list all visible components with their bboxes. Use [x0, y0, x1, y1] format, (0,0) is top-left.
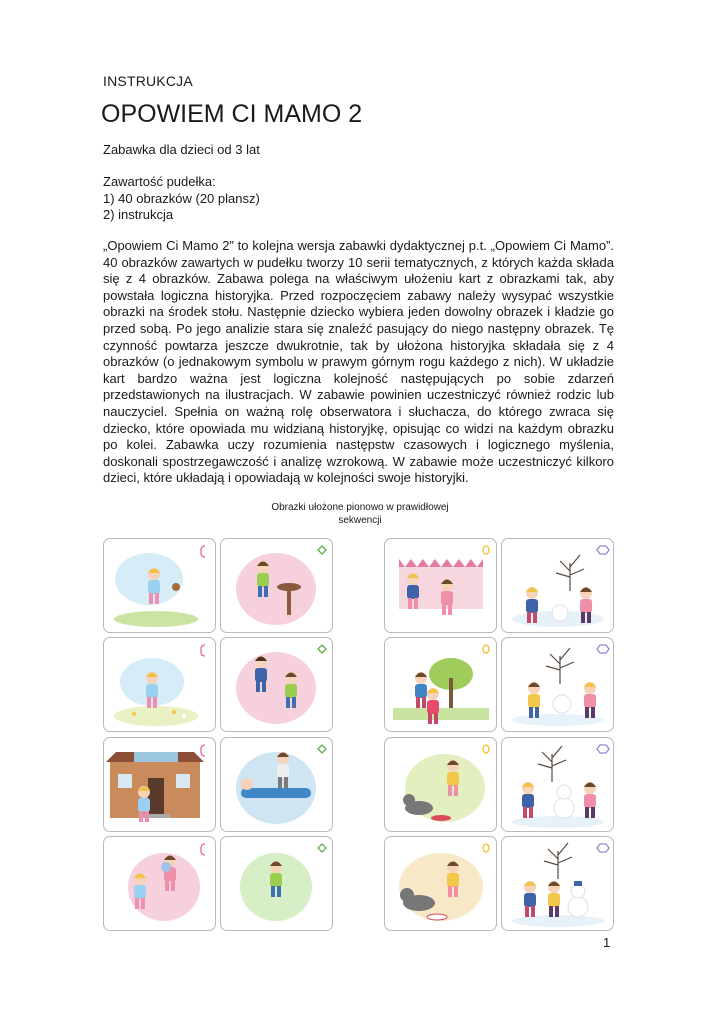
circle-icon: [483, 546, 489, 554]
picture-card-kids-finished-snowman: [501, 836, 614, 931]
picture-card-boy-hitting-table: [220, 538, 333, 633]
hexagon-icon: [597, 546, 609, 554]
card-illustration: [385, 539, 496, 632]
picture-card-boy-smiling: [220, 836, 333, 931]
card-illustration: [502, 738, 613, 831]
hexagon-icon: [597, 844, 609, 852]
card-illustration: [385, 837, 496, 930]
card-illustration: [104, 638, 215, 731]
diamond-icon: [318, 546, 326, 554]
picture-card-mother-child-park: [384, 637, 497, 732]
age-subtitle: Zabawka dla dzieci od 3 lat: [103, 142, 260, 157]
picture-card-girl-walking-meadow: [103, 538, 216, 633]
card-illustration: [502, 837, 613, 930]
picture-card-kids-snowman-bucket: [501, 737, 614, 832]
picture-card-boy-with-father: [220, 637, 333, 732]
picture-card-girl-gives-flowers: [103, 836, 216, 931]
page-number: 1: [603, 935, 611, 950]
card-illustration: [502, 638, 613, 731]
description-paragraph: „Opowiem Ci Mamo 2” to kolejna wersja zabawki dydaktycznej p.t. „Opowiem Ci Mamo”. 40 obrazków zawartych w pudełku tworzy 10 serii tematycznych, z których każda składa się z 4 obrazków. Zabawa polega na właściwym ułożeniu kart z obrazkami tak, aby powstała logiczna historyjka. Przed rozpoczęciem zabawy należy wysypać wszystkie obrazki na środek stołu. Następnie dziecko wybiera jeden dowolny obrazek i kładzie go przed sobą. Po jego analizie stara się znaleźć pasujący do niego następny obrazek. Tę czynność powtarza jeszcze dwukrotnie, tak by ułożona historyjka składała się z 4 obrazków (o jednakowym symbolu w prawym górnym rogu każdego z nich). W układzie kart bardzo ważna jest logiczna kolejność następujących po sobie zdarzeń przedstawionych na ilustracjach. W zabawie powinien uczestniczyć również rodzic lub nauczyciel. Spełnia on ważną rolę obserwatora i słuchacza, do którego zwraca się dziecko, które opowiada mu widzianą historyjkę, opisując co widzi na każdym obrazku po kolei. Zabawka uczy rozumienia następstw czasowych i logicznego myślenia, doskonali spostrzegawczość i analizę wzrokową. W zabawie może uczestniczyć kilkoro dzieci, które układają i opowiadają w kolejności swoje historyjki.: [103, 238, 614, 486]
picture-card-boy-at-dentist: [220, 737, 333, 832]
picture-card-kids-at-shop: [384, 538, 497, 633]
hexagon-icon: [597, 645, 609, 653]
card-illustration: [221, 837, 332, 930]
diamond-icon: [318, 844, 326, 852]
heart-icon: [201, 546, 205, 557]
card-illustration: [221, 539, 332, 632]
circle-icon: [483, 745, 489, 753]
card-illustration: [385, 638, 496, 731]
box-contents: [103, 174, 260, 224]
heart-icon: [201, 844, 205, 855]
document-label: INSTRUKCJA: [103, 73, 193, 89]
illustration-caption: Obrazki ułożone pionowo w prawidłowej sekwencji: [271, 502, 449, 526]
picture-card-girl-at-house-door: [103, 737, 216, 832]
card-illustration: [104, 738, 215, 831]
picture-card-cat-drinking-milk: [384, 836, 497, 931]
heart-icon: [201, 745, 205, 756]
picture-card-kids-building-snowman: [501, 637, 614, 732]
card-illustration: [104, 539, 215, 632]
picture-card-girl-feeding-cat: [384, 737, 497, 832]
heart-icon: [201, 645, 205, 656]
card-illustration: [502, 539, 613, 632]
picture-card-girl-tripping-flowers: [103, 637, 216, 732]
contents-item: 2) instrukcja: [103, 207, 174, 222]
hexagon-icon: [597, 745, 609, 753]
card-illustration: [104, 837, 215, 930]
card-illustration: [385, 738, 496, 831]
diamond-icon: [318, 645, 326, 653]
document-title: OPOWIEM CI MAMO 2: [101, 100, 363, 128]
card-illustration: [221, 738, 332, 831]
circle-icon: [483, 645, 489, 653]
contents-item: 1) 40 obrazków (20 plansz): [103, 190, 260, 206]
circle-icon: [483, 844, 489, 852]
picture-card-kids-rolling-snow: [501, 538, 614, 633]
diamond-icon: [318, 745, 326, 753]
contents-heading: Zawartość pudełka:: [103, 174, 216, 189]
card-illustration: [221, 638, 332, 731]
